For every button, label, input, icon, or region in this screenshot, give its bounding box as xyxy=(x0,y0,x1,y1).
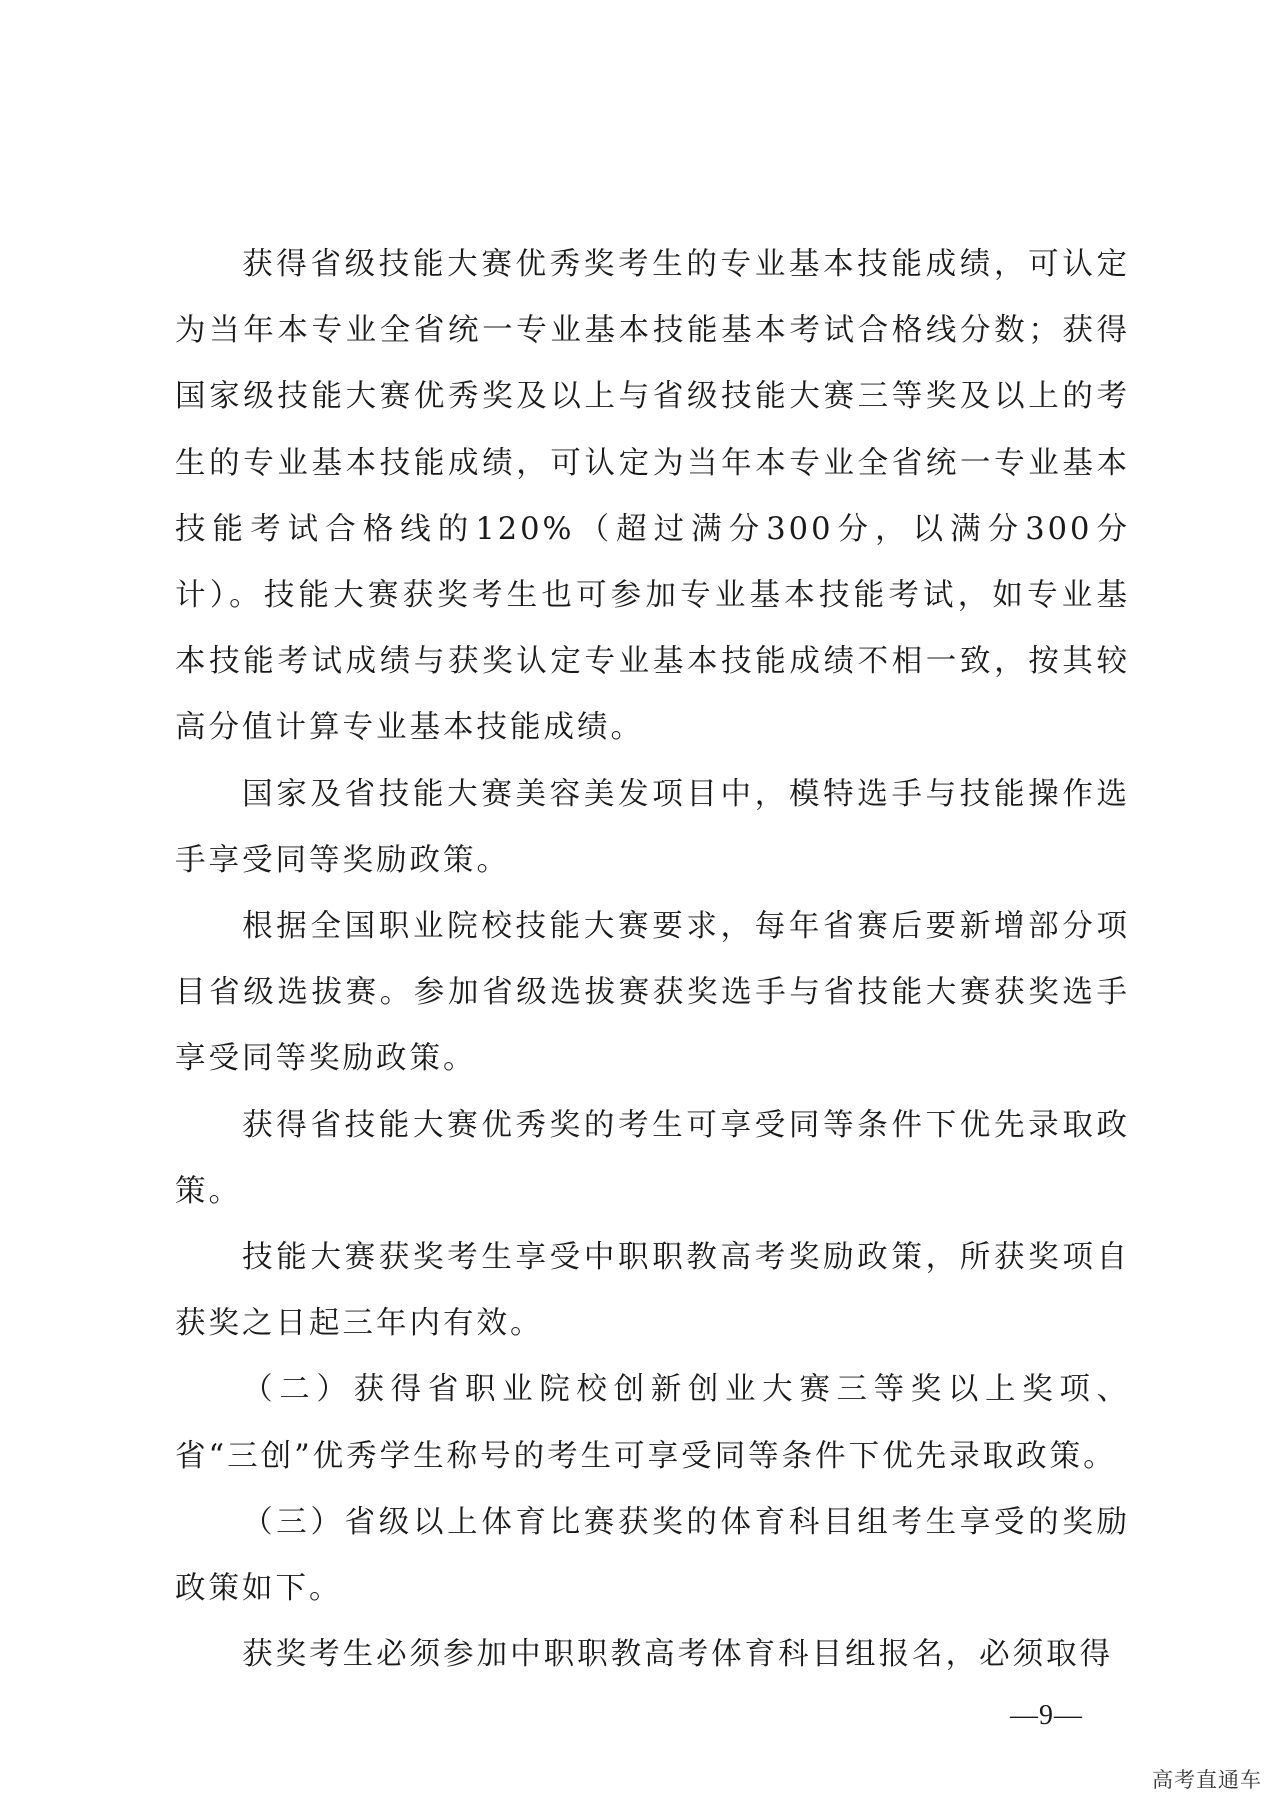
paragraph-innovation-contest: （二）获得省职业院校创新创业大赛三等奖以上奖项、省“三创”优秀学生称号的考生可享受同等条件下优先录取政策。 xyxy=(175,1372,1130,1474)
paragraph-selection-contest: 根据全国职业院校技能大赛要求，每年省赛后要新增部分项目省级选拔赛。参加省级选拔赛获奖选手与省技能大赛获奖选手享受同等奖励政策。 xyxy=(175,909,1130,1077)
paragraph-sports-registration: 获奖考生必须参加中职职教高考体育科目组报名，必须取得 xyxy=(242,1637,1114,1673)
watermark: 高考直通车 xyxy=(1152,1768,1262,1792)
paragraph-skill-score: 获得省级技能大赛优秀奖考生的专业基本技能成绩，可认定为当年本专业全省统一专业基本技能基本考试合格线分数；获得国家级技能大赛优秀奖及以上与省级技能大赛三等奖及以上的考生的专业基本技能成绩，可认定为当年本专业全省统一专业基本技能考试合格线的120%（超过满分300分，以满分300分计）。技能大赛获奖考生也可参加专业基本技能考试，如专业基本技能考试成绩与获奖认定专业基本技能成绩不相一致，按其较高分值计算专业基本技能成绩。 xyxy=(175,247,1130,746)
paragraph-excellence-award: 获得省技能大赛优秀奖的考生可享受同等条件下优先录取政策。 xyxy=(175,1107,1130,1209)
paragraph-award-validity: 技能大赛获奖考生享受中职职教高考奖励政策，所获奖项自获奖之日起三年内有效。 xyxy=(175,1240,1130,1342)
page-number: —9— xyxy=(1010,1700,1083,1731)
document-body xyxy=(175,232,1130,1688)
paragraph-beauty-hairdressing: 国家及省技能大赛美容美发项目中，模特选手与技能操作选手享受同等奖励政策。 xyxy=(175,776,1130,878)
paragraph-sports-contest: （三）省级以上体育比赛获奖的体育科目组考生享受的奖励政策如下。 xyxy=(175,1504,1130,1607)
